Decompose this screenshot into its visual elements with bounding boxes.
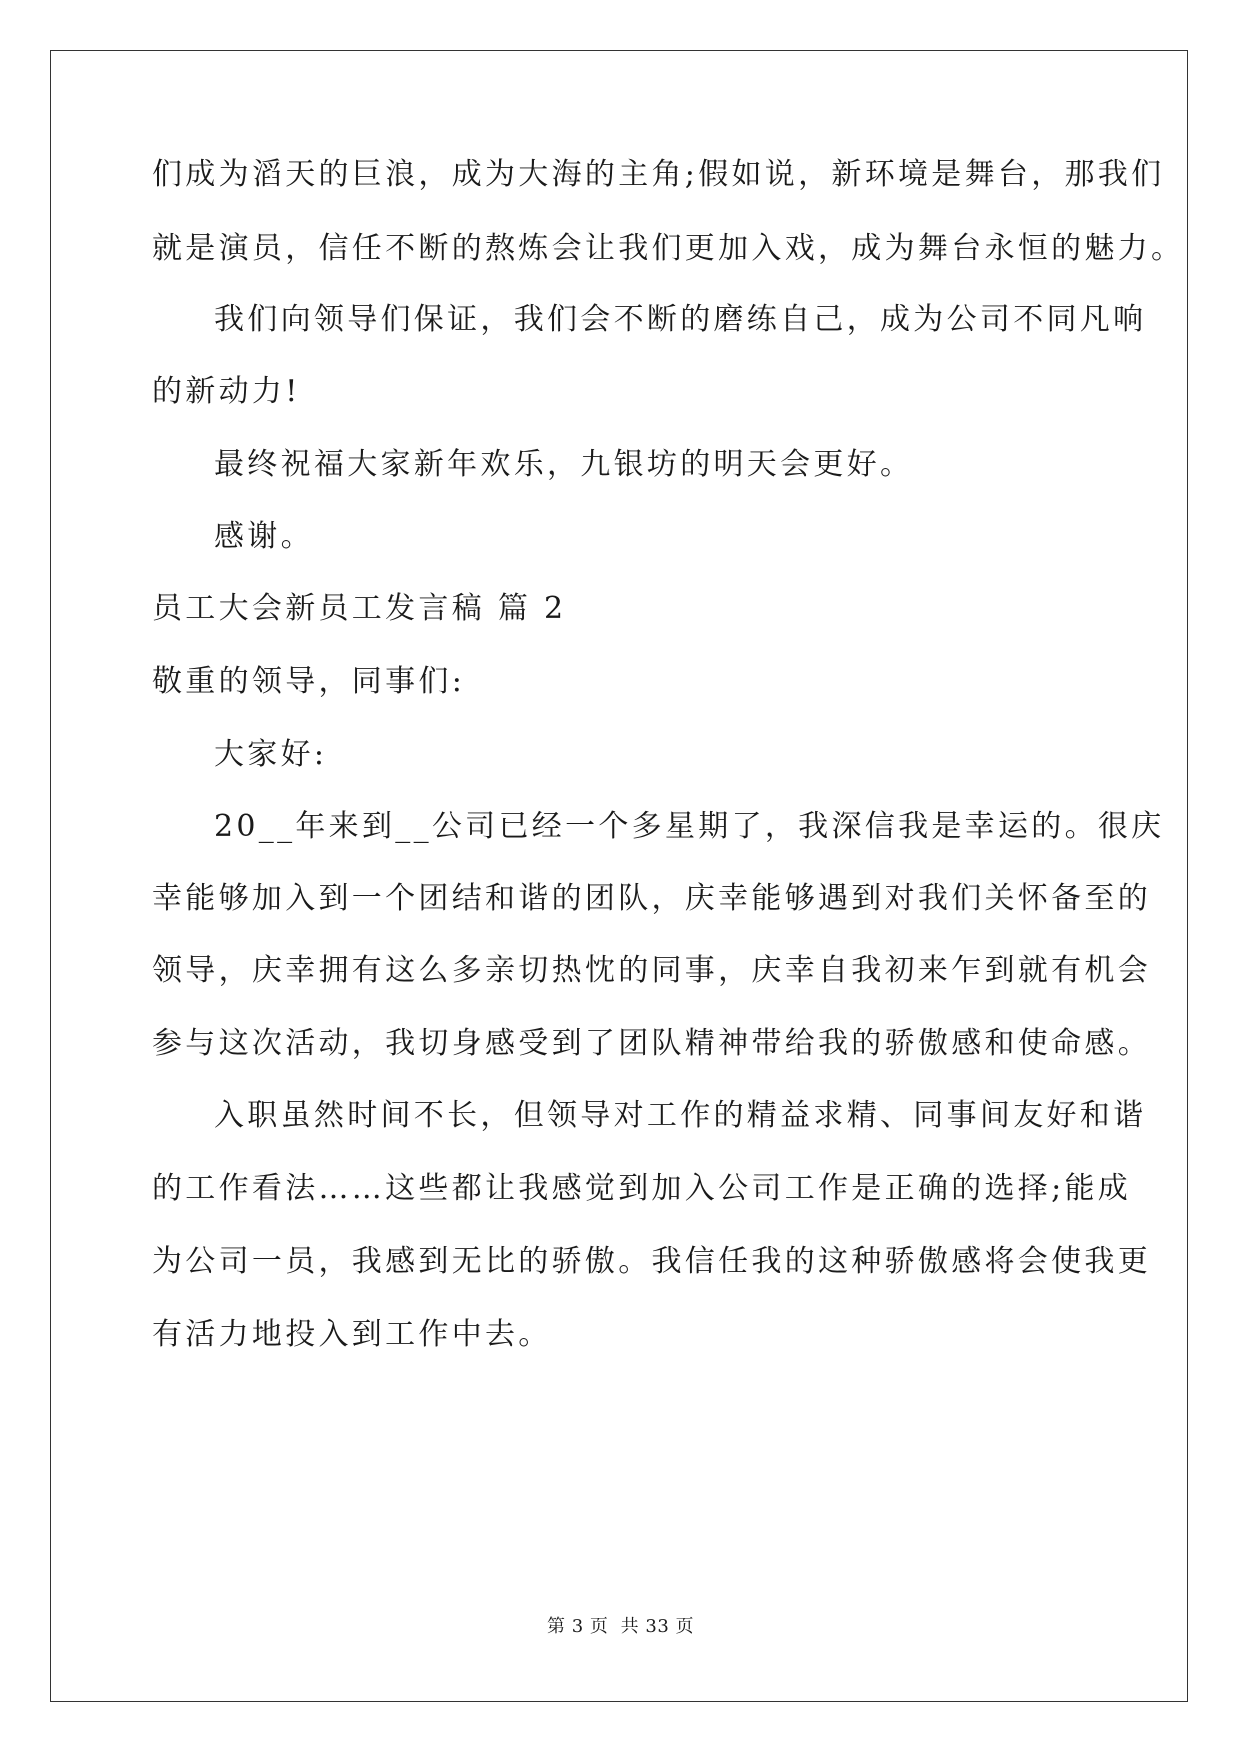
greeting: 大家好: (214, 737, 328, 772)
text-line: 有活力地投入到工作中去。 (152, 1317, 552, 1352)
page-number: 第 3 页 (547, 1616, 609, 1637)
paragraph-first-line: 20__年来到__公司已经一个多星期了，我深信我是幸运的。很庆 (214, 809, 1165, 844)
text-line: 们成为滔天的巨浪，成为大海的主角;假如说，新环境是舞台，那我们 (152, 157, 1165, 192)
text-line: 的新动力! (152, 374, 301, 409)
text-line: 幸能够加入到一个团结和谐的团队，庆幸能够遇到对我们关怀备至的 (152, 881, 1151, 916)
salutation: 敬重的领导，同事们: (152, 664, 466, 699)
section-heading: 员工大会新员工发言稿 篇 2 (152, 591, 567, 626)
text-line: 就是演员，信任不断的熬炼会让我们更加入戏，成为舞台永恒的魅力。 (152, 231, 1185, 266)
paragraph-first-line: 最终祝福大家新年欢乐，九银坊的明天会更好。 (214, 447, 914, 482)
text-line: 为公司一员，我感到无比的骄傲。我信任我的这种骄傲感将会使我更 (152, 1244, 1151, 1279)
page-footer (0, 1616, 1241, 1638)
paragraph-first-line: 入职虽然时间不长，但领导对工作的精益求精、同事间友好和谐 (214, 1098, 1147, 1133)
page-total: 共 33 页 (620, 1616, 694, 1637)
text-line: 参与这次活动，我切身感受到了团队精神带给我的骄傲感和使命感。 (152, 1026, 1151, 1061)
page-border (50, 50, 1188, 1702)
text-line: 领导，庆幸拥有这么多亲切热忱的同事，庆幸自我初来乍到就有机会 (152, 953, 1151, 988)
paragraph-first-line: 感谢。 (214, 519, 314, 554)
text-line: 的工作看法……这些都让我感觉到加入公司工作是正确的选择;能成 (152, 1171, 1132, 1206)
paragraph-first-line: 我们向领导们保证，我们会不断的磨练自己，成为公司不同凡响 (214, 302, 1147, 337)
